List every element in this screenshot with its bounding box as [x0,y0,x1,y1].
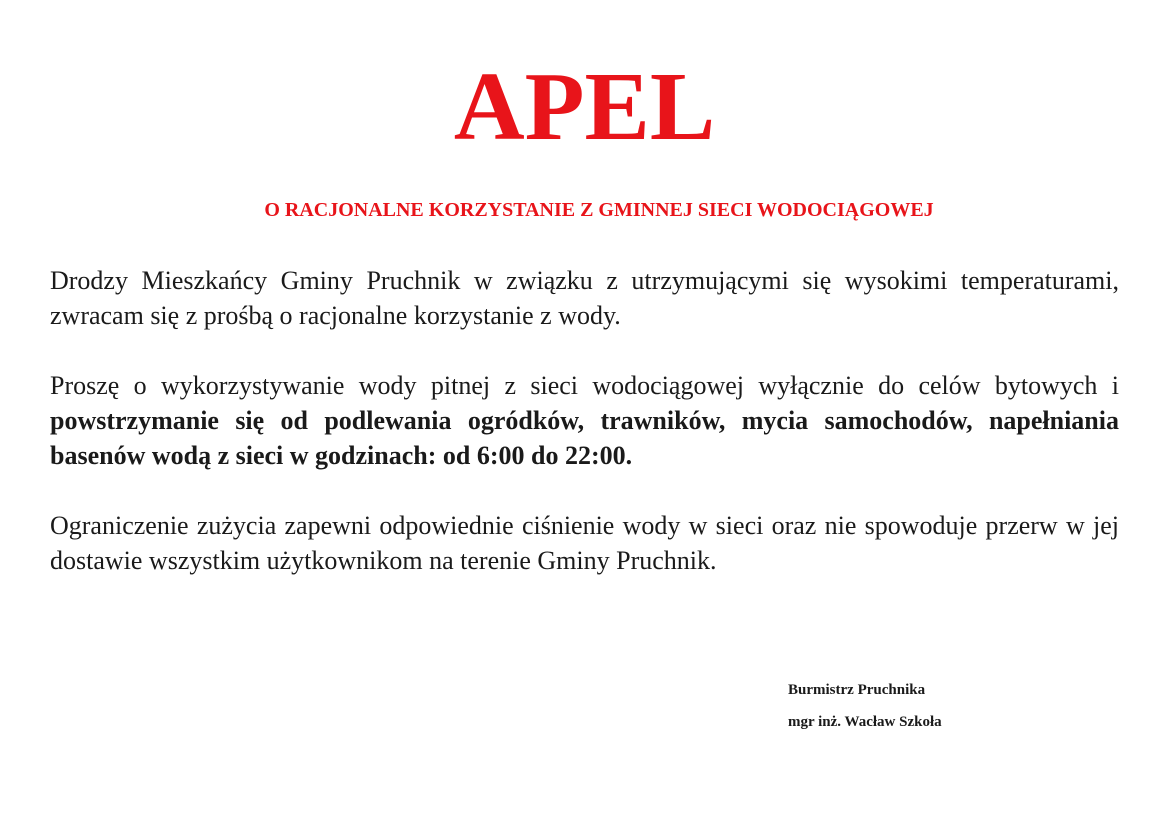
paragraph-request [50,368,1119,473]
paragraph-request-plain: Proszę o wykorzystywanie wody pitnej z sieci wodociągowej wyłącznie do celów bytowych i [50,371,1119,400]
document-title: APEL [453,53,716,161]
paragraph-request-bold: powstrzymanie się od podlewania ogródków, trawników, mycia samochodów, napełniania basenów wodą z sieci w godzinach: od 6:00 do 22:00. [50,406,1119,470]
signature-title: Burmistrz Pruchnika [788,682,926,698]
paragraph-rationale: Ograniczenie zużycia zapewni odpowiednie ciśnienie wody w sieci oraz nie spowoduje przerw w jej dostawie wszystkim użytkownikom na terenie Gminy Pruchnik. [50,511,1119,575]
paragraph-greeting: Drodzy Mieszkańcy Gminy Pruchnik w związku z utrzymującymi się wysokimi temperaturami, zwracam się z prośbą o racjonalne korzystanie z wody. [50,266,1119,330]
signature-block [788,674,942,738]
document-subtitle: O RACJONALNE KORZYSTANIE Z GMINNEJ SIECI WODOCIĄGOWEJ [264,199,934,221]
signature-name: mgr inż. Wacław Szkoła [788,714,942,730]
